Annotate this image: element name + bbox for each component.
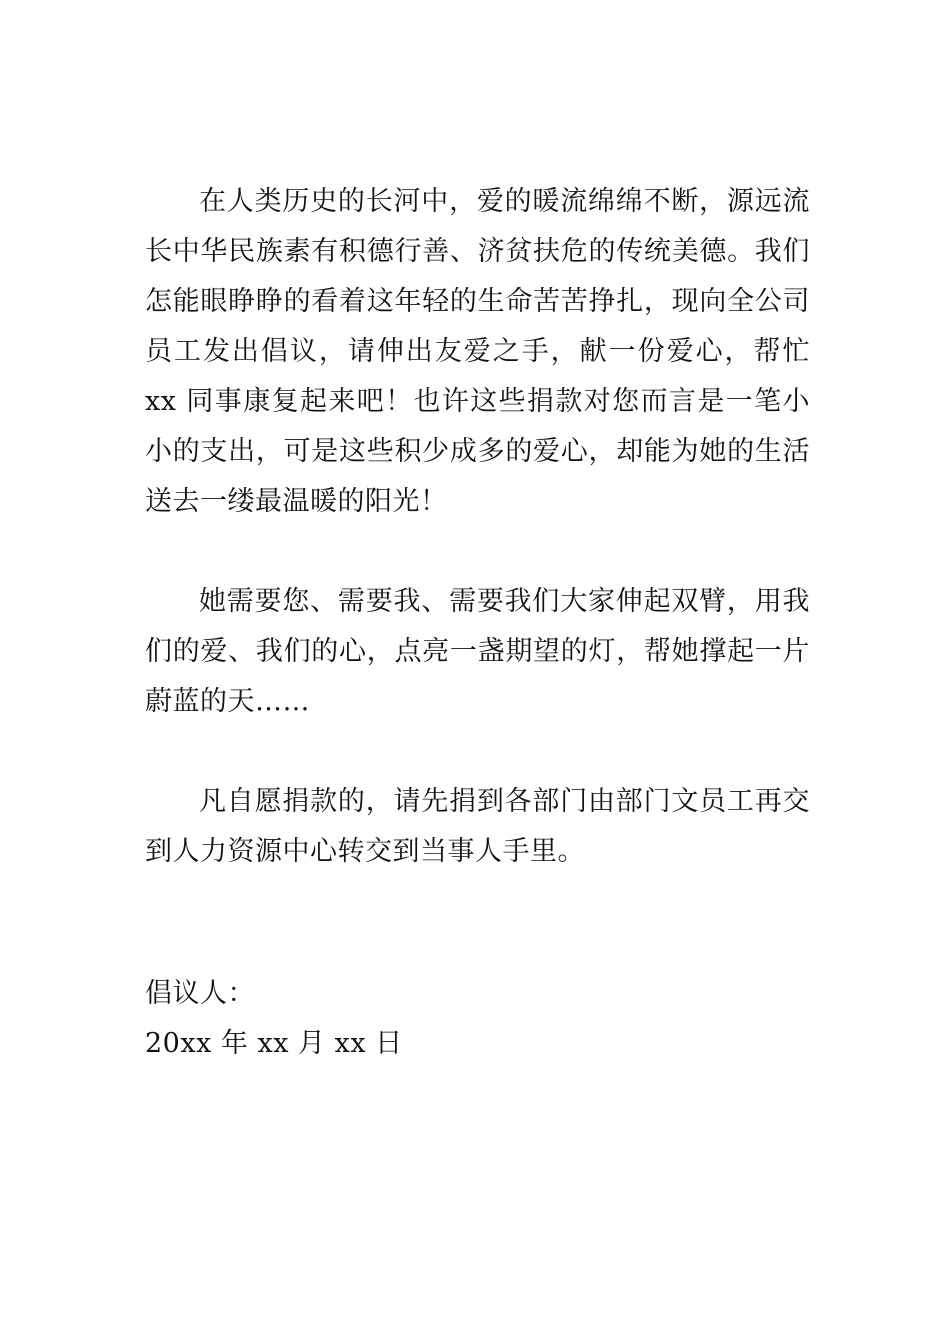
paragraph-donation-instructions: 凡自愿捐款的，请先捐到各部门由部门文员工再交到人力资源中心转交到当事人手里。 — [145, 786, 810, 867]
document-date: 20xx 年 xx 月 xx 日 — [145, 1028, 403, 1059]
paragraph-appeal-intro: 在人类历史的长河中，爱的暖流绵绵不断，源远流长中华民族素有积德行善、济贫扶危的传统美德。我们怎能眼睁睁的看着这年轻的生命苦苦挣扎，现向全公司员工发出倡议，请伸出友爱之手，献一份爱心，帮忙 xx 同事康复起来吧！也许这些捐款对您而言是一笔小小的支出，可是这些积少成多的爱心，却能为她的生活送去一缕最温暖的阳光！ — [145, 186, 810, 517]
signature-label: 倡议人： — [145, 978, 255, 1009]
document-body — [145, 177, 810, 1069]
paragraph-spacer — [145, 727, 810, 777]
paragraph-appeal-need: 她需要您、需要我、需要我们大家伸起双臂，用我们的爱、我们的心，点亮一盏期望的灯，帮她撑起一片蔚蓝的天…… — [145, 586, 810, 717]
paragraph-spacer — [145, 527, 810, 577]
paragraph-spacer — [145, 877, 810, 969]
